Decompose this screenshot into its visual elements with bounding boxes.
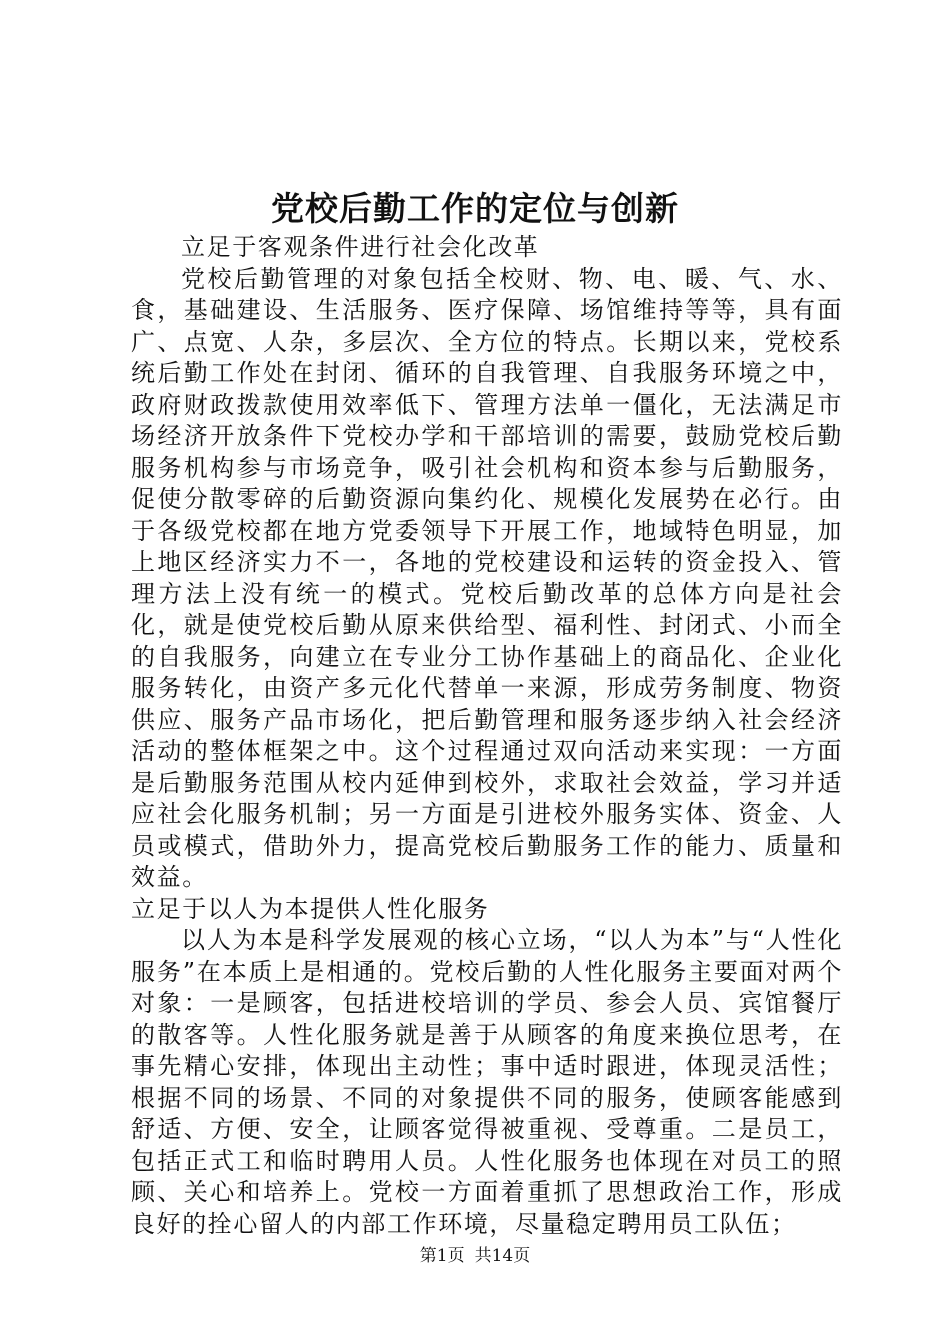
- paragraph-humanization: 以人为本是科学发展观的核心立场，“以人为本”与“人性化服务”在本质上是相通的。党校后勤的人性化服务主要面对两个对象：一是顾客，包括进校培训的学员、参会人员、宾馆餐厅的散客等。人性化服务就是善于从顾客的角度来换位思考，在事先精心安排，体现出主动性；事中适时跟进，体现灵活性；根据不同的场景、不同的对象提供不同的服务，使顾客能感到舒适、方便、安全，让顾客觉得被重视、受尊重。二是员工，包括正式工和临时聘用人员。人性化服务也体现在对员工的照顾、关心和培养上。党校一方面着重抓了思想政治工作，形成良好的拴心留人的内部工作环境，尽量稳定聘用员工队伍；: [131, 926, 843, 1238]
- page-footer: [0, 1244, 950, 1268]
- section-heading-humanization: 立足于以人为本提供人性化服务: [131, 894, 490, 923]
- paragraph-socialization: 党校后勤管理的对象包括全校财、物、电、暖、气、水、食，基础建设、生活服务、医疗保障、场馆维持等等，具有面广、点宽、人杂，多层次、全方位的特点。长期以来，党校系统后勤工作处在封闭、循环的自我管理、自我服务环境之中，政府财政拨款使用效率低下、管理方法单一僵化，无法满足市场经济开放条件下党校办学和干部培训的需要，鼓励党校后勤服务机构参与市场竞争，吸引社会机构和资本参与后勤服务，促使分散零碎的后勤资源向集约化、规模化发展势在必行。由于各级党校都在地方党委领导下开展工作，地域特色明显，加上地区经济实力不一，各地的党校建设和运转的资金投入、管理方法上没有统一的模式。党校后勤改革的总体方向是社会化，就是使党校后勤从原来供给型、福利性、封闭式、小而全的自我服务，向建立在专业分工协作基础上的商品化、企业化服务转化，由资产多元化代替单一来源，形成劳务制度、物资供应、服务产品市场化，把后勤管理和服务逐步纳入社会经济活动的整体框架之中。这个过程通过双向活动来实现：一方面是后勤服务范围从校内延伸到校外，求取社会效益，学习并适应社会化服务机制；另一方面是引进校外服务实体、资金、人员或模式，借助外力，提高党校后勤服务工作的能力、质量和效益。: [131, 264, 843, 891]
- document-body: [131, 232, 843, 1240]
- page-total: 共14页: [474, 1246, 531, 1266]
- document-title: 党校后勤工作的定位与创新: [271, 189, 679, 228]
- page-number: 第1页: [419, 1246, 465, 1266]
- section-heading-socialization: 立足于客观条件进行社会化改革: [181, 233, 540, 261]
